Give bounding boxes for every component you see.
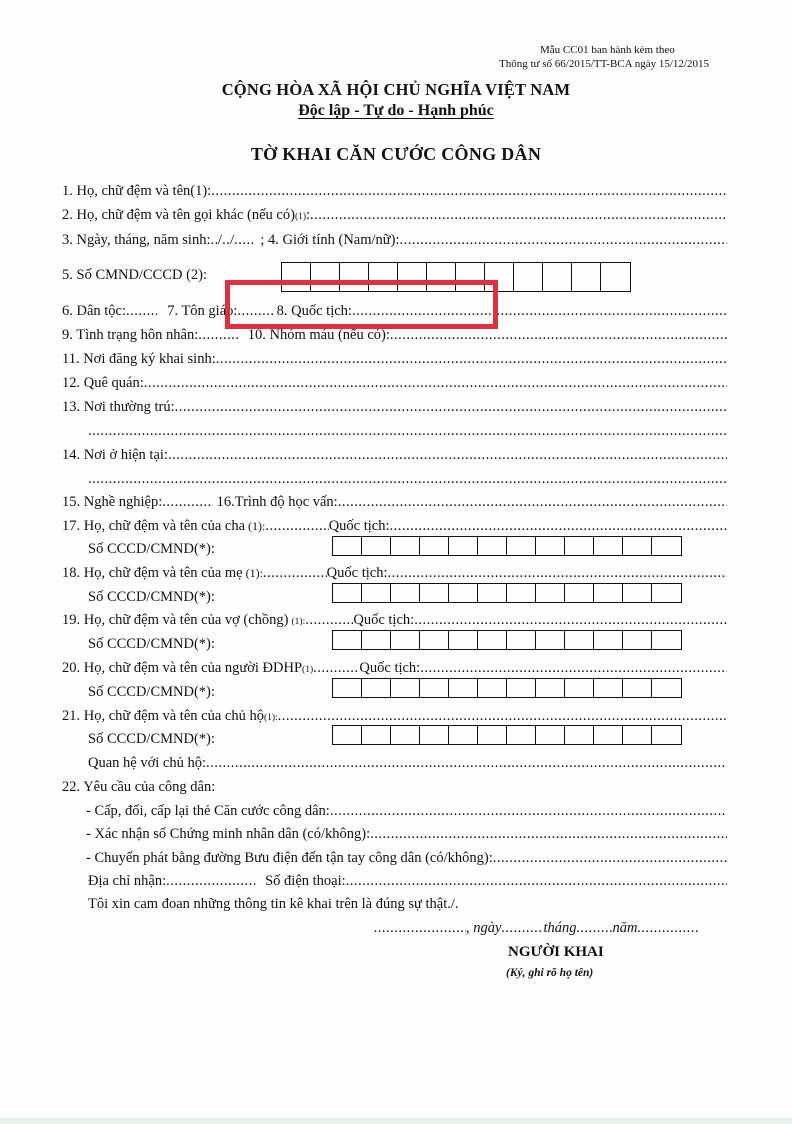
nation-heading: CỘNG HÒA XÃ HỘI CHỦ NGHĨA VIỆT NAM xyxy=(221,80,571,99)
fill-line xyxy=(370,826,727,843)
fill-line xyxy=(88,471,727,488)
fill-line xyxy=(216,351,727,368)
label-gender: ; 4. Giới tính (Nam/nữ): xyxy=(260,232,400,248)
field-household-relation[interactable]: Quan hệ với chủ hộ: ..... xyxy=(88,755,727,775)
field-spouse[interactable]: 19. Họ, chữ đệm và tên của vợ (chồng) (1): ..... Quốc tịch: ..... xyxy=(62,612,727,632)
label-nationality: Quốc tịch: xyxy=(353,612,415,628)
field-request-card[interactable]: - Cấp, đổi, cấp lại thẻ Căn cước công dân: ..... xyxy=(86,803,727,823)
field-legal-rep[interactable]: 20. Họ, chữ đệm và tên của người ĐDHP (1) ..... Quốc tịch: ..... xyxy=(62,660,727,680)
legal-rep-id-boxes[interactable] xyxy=(332,678,682,698)
household-head-id-boxes[interactable] xyxy=(332,725,682,745)
field-permanent-residence-cont[interactable] xyxy=(88,423,727,443)
label-occupation: 15. Nghề nghiệp: xyxy=(62,494,163,510)
date-line[interactable]: ..... , ngày ..... tháng ..... năm ..... xyxy=(374,920,699,940)
label-phone: Số điện thoại: xyxy=(265,873,346,889)
motto: Độc lập - Tự do - Hạnh phúc xyxy=(298,102,494,119)
fill-line xyxy=(346,873,727,890)
fill-line xyxy=(211,183,727,200)
field-hometown[interactable]: 12. Quê quán: ..... xyxy=(62,375,727,395)
label-blood-type: 10. Nhóm máu (nếu có): xyxy=(247,327,390,343)
mother-id-boxes[interactable] xyxy=(332,583,682,603)
fill-line xyxy=(206,755,727,772)
bottom-edge xyxy=(0,1118,792,1124)
label-spouse-id: Số CCCD/CMND(*): xyxy=(88,636,215,652)
label-education: 16.Trình độ học vấn: xyxy=(216,494,338,510)
fill-line xyxy=(168,447,727,464)
field-request-postal[interactable]: - Chuyển phát bằng đường Bưu điện đến tận tay công dân (có/không): ..... xyxy=(86,850,727,870)
label-marital: 9. Tình trạng hôn nhân: xyxy=(62,327,199,343)
field-current-residence-cont[interactable] xyxy=(88,471,727,491)
pledge-text: Tôi xin cam đoan những thông tin kê khai trên là đúng sự thật./. xyxy=(88,896,459,912)
label-birth-date: 3. Ngày, tháng, năm sinh: xyxy=(62,232,211,248)
field-request-confirm[interactable]: - Xác nhận số Chứng minh nhân dân (có/không): ..... xyxy=(86,826,727,846)
fill-line xyxy=(390,518,727,535)
field-occupation-education[interactable] xyxy=(62,494,727,514)
field-address-phone[interactable] xyxy=(88,873,727,893)
field-mother[interactable]: 18. Họ, chữ đệm và tên của mẹ (1): ..... Quốc tịch: ..... xyxy=(62,565,727,585)
spouse-id-boxes[interactable] xyxy=(332,630,682,650)
fill-line xyxy=(88,423,727,440)
field-household-head[interactable]: 21. Họ, chữ đệm và tên của chủ hộ (1): ..... xyxy=(62,708,727,728)
label-full-name: 1. Họ, chữ đệm và tên(1): xyxy=(62,183,212,199)
field-marital-blood[interactable] xyxy=(62,327,727,347)
field-current-residence[interactable]: 14. Nơi ở hiện tại: ..... xyxy=(62,447,727,467)
fill-line xyxy=(387,565,727,582)
fill-line xyxy=(338,494,727,511)
label-ethnicity: 6. Dân tộc: xyxy=(62,303,127,319)
label-nationality: 8. Quốc tịch: xyxy=(276,303,352,319)
label-requests: 22. Yêu cầu của công dân: xyxy=(62,779,216,795)
field-birth-registration[interactable]: 11. Nơi đăng ký khai sinh: ..... xyxy=(62,351,727,371)
fill-line xyxy=(414,612,727,629)
field-permanent-residence[interactable]: 13. Nơi thường trú: ..... xyxy=(62,399,727,419)
field-father[interactable]: 17. Họ, chữ đệm và tên của cha (1): ..... Quốc tịch: ..... xyxy=(62,518,727,538)
circular-ref: Thông tư số 66/2015/TT-BCA ngày 15/12/2015 xyxy=(499,58,709,70)
note-marker: (1) xyxy=(294,212,307,222)
fill-line xyxy=(175,399,727,416)
fill-line xyxy=(144,375,727,392)
fill-line xyxy=(390,327,727,344)
field-full-name[interactable] xyxy=(62,183,727,203)
label-nationality: Quốc tịch: xyxy=(326,565,388,581)
label-household-head-id: Số CCCD/CMND(*): xyxy=(88,731,215,747)
fill-line xyxy=(493,850,727,867)
field-other-name[interactable]: 2. Họ, chữ đệm và tên gọi khác (nếu có) (1) : ..... xyxy=(62,207,727,227)
form-code: Mẫu CC01 ban hành kèm theo xyxy=(540,44,675,56)
signer-heading: NGƯỜI KHAI xyxy=(508,944,604,960)
fill-line xyxy=(330,803,727,820)
highlight-box xyxy=(225,280,498,329)
form-title: TỜ KHAI CĂN CƯỚC CÔNG DÂN xyxy=(250,144,542,164)
label-address: Địa chỉ nhận: xyxy=(88,873,167,889)
label-nationality: Quốc tịch: xyxy=(328,518,390,534)
field-birth-gender[interactable] xyxy=(62,232,727,252)
label-other-name: 2. Họ, chữ đệm và tên gọi khác (nếu có) xyxy=(62,207,295,223)
fill-line xyxy=(400,232,727,249)
signature-note: (Ký, ghi rõ họ tên) xyxy=(506,967,594,979)
label-father-id: Số CCCD/CMND(*): xyxy=(88,541,215,557)
label-id-number: 5. Số CMND/CCCD (2): xyxy=(62,267,208,283)
label-nationality: Quốc tịch: xyxy=(359,660,421,676)
date-separator: / xyxy=(230,232,235,248)
fill-line xyxy=(420,660,727,677)
label-religion: 7. Tôn giáo: xyxy=(167,303,238,319)
label-legal-rep-id: Số CCCD/CMND(*): xyxy=(88,684,215,700)
fill-line xyxy=(278,708,727,725)
fill-line xyxy=(310,207,727,224)
father-id-boxes[interactable] xyxy=(332,536,682,556)
label-mother-id: Số CCCD/CMND(*): xyxy=(88,589,215,605)
date-separator: / xyxy=(218,232,223,248)
